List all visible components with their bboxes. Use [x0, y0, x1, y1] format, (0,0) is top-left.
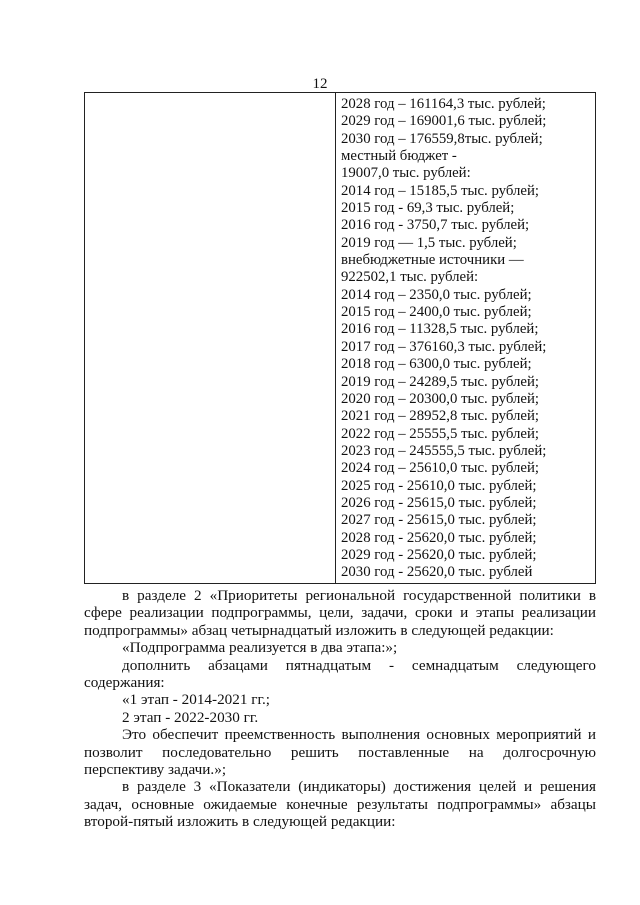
- table-line: 2030 год - 25620,0 тыс. рублей: [341, 564, 533, 581]
- table-line: 19007,0 тыс. рублей:: [341, 165, 471, 182]
- table-line: 2016 год – 11328,5 тыс. рублей;: [341, 321, 539, 338]
- table-line: 2029 год – 169001,6 тыс. рублей;: [341, 113, 547, 130]
- paragraph-stage-1: «1 этап - 2014-2021 гг.;: [122, 691, 271, 709]
- table-line: местный бюджет -: [341, 148, 457, 165]
- table-line: 2019 год – 24289,5 тыс. рублей;: [341, 373, 540, 390]
- table-line: 2018 год – 6300,0 тыс. рублей;: [341, 356, 532, 373]
- table-line: 2016 год - 3750,7 тыс. рублей;: [341, 217, 530, 234]
- table-line: 2028 год – 161164,3 тыс. рублей;: [341, 96, 546, 112]
- paragraph-section-2: в разделе 2 «Приоритеты региональной государственной политики в сфере реализации подпрограммы, цели, задачи, сроки и этапы реализации подпрограммы» абзац четырнадцатый изложить в следующей редакции:: [84, 587, 596, 639]
- table-line: 2022 год – 25555,5 тыс. рублей;: [341, 425, 540, 442]
- table-left-cell: [85, 93, 336, 583]
- table-line: 2025 год - 25610,0 тыс. рублей;: [341, 477, 537, 494]
- table-line: 2027 год - 25615,0 тыс. рублей;: [341, 512, 537, 529]
- table-line: 2014 год – 2350,0 тыс. рублей;: [341, 286, 532, 303]
- table-line: 2021 год – 28952,8 тыс. рублей;: [341, 408, 540, 425]
- table-line: 2015 год - 69,3 тыс. рублей;: [341, 200, 515, 217]
- paragraph-continuity: Это обеспечит преемственность выполнения основных мероприятий и позволит последовательно решить поставленные на долгосрочную перспективу задачи.»;: [84, 726, 596, 779]
- table-line: 2014 год – 15185,5 тыс. рублей;: [341, 182, 540, 199]
- table-line: 2017 год – 376160,3 тыс. рублей;: [341, 338, 547, 355]
- paragraph-add-lines-cont: содержания:: [84, 674, 165, 692]
- paragraph-section-3: в разделе 3 «Показатели (индикаторы) достижения целей и решения задач, основные ожидаемые конечные результаты подпрограммы» абзацы второй-пятый изложить в следующей редакции:: [84, 778, 596, 831]
- funding-table: [84, 92, 596, 584]
- table-line: внебюджетные источники —: [341, 252, 524, 269]
- table-line: 2024 год – 25610,0 тыс. рублей;: [341, 460, 540, 477]
- table-line: 2029 год - 25620,0 тыс. рублей;: [341, 546, 537, 563]
- table-right-cell: [336, 93, 595, 583]
- page-number: 12: [312, 76, 328, 92]
- table-line: 922502,1 тыс. рублей:: [341, 269, 479, 286]
- table-line: 2020 год – 20300,0 тыс. рублей;: [341, 390, 540, 407]
- document-body: [84, 587, 596, 831]
- table-line: 2026 год - 25615,0 тыс. рублей;: [341, 494, 537, 511]
- table-line: 2028 год - 25620,0 тыс. рублей;: [341, 529, 537, 546]
- table-line: 2023 год – 245555,5 тыс. рублей;: [341, 442, 547, 459]
- paragraph-stage-2: 2 этап - 2022-2030 гг.: [122, 708, 259, 726]
- table-line: 2030 год – 176559,8тыс. рублей;: [341, 130, 543, 147]
- paragraph-two-stages: «Подпрограмма реализуется в два этапа:»;: [122, 639, 398, 657]
- table-line: 2015 год – 2400,0 тыс. рублей;: [341, 304, 532, 321]
- paragraph-add-lines: дополнить абзацами пятнадцатым - семнадцатым следующего: [122, 656, 596, 674]
- table-line: 2019 год — 1,5 тыс. рублей;: [341, 234, 517, 251]
